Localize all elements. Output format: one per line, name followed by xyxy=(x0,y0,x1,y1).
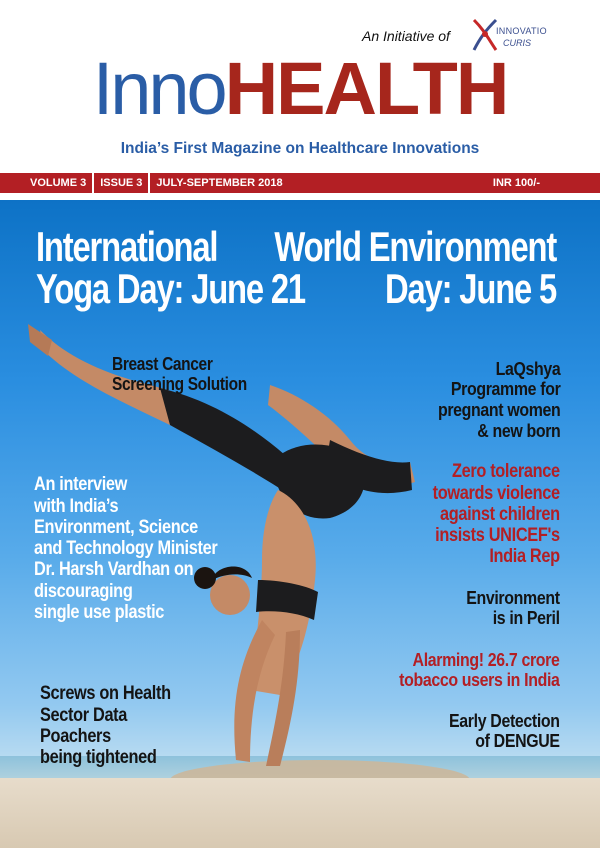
story-data-poachers xyxy=(40,662,192,768)
story-unicef-text: Zero tolerance towards violence against children insists UNICEF's India Rep xyxy=(432,461,560,568)
issue-bar xyxy=(0,173,600,193)
story-tobacco xyxy=(373,629,560,691)
magazine-title xyxy=(0,47,600,130)
story-environment-peril xyxy=(451,567,560,629)
story-breast-cancer xyxy=(112,334,269,394)
headline-environment-day: World Environment Day: June 5 xyxy=(274,223,556,312)
issue-number: ISSUE 3 xyxy=(94,173,150,193)
story-laqshya xyxy=(418,338,560,442)
story-minister-interview xyxy=(34,453,247,623)
story-minister-interview-text: An interview with India’s Environment, Science and Technology Minister Dr. Harsh Vardhan on discouraging single use plastic xyxy=(34,474,218,623)
cover-photo xyxy=(0,200,600,848)
story-environment-peril-text: Environment is in Peril xyxy=(466,586,560,629)
partner-name-line1: INNOVATIO xyxy=(496,26,547,36)
tagline: India’s First Magazine on Healthcare Innovations xyxy=(120,140,480,157)
issue-period: JULY-SEPTEMBER 2018 xyxy=(156,177,283,189)
issue-price: INR 100/- xyxy=(492,177,540,189)
headline-yoga-day: International Yoga Day: June 21 xyxy=(36,223,305,312)
story-tobacco-text: Alarming! 26.7 crore tobacco users in India xyxy=(399,648,560,691)
story-unicef xyxy=(412,440,560,568)
initiative-label: An Initiative of xyxy=(362,28,450,44)
story-breast-cancer-text: Breast Cancer Screening Solution xyxy=(112,354,247,395)
brand-health: HEALTH xyxy=(224,47,508,130)
story-dengue-text: Early Detection of DENGUE xyxy=(449,709,560,752)
brand-inno: Inno xyxy=(92,47,225,130)
issue-volume: VOLUME 3 xyxy=(0,173,94,193)
story-laqshya-text: LaQshya Programme for pregnant women & new born xyxy=(437,357,560,441)
partner-name-line2: CURIS xyxy=(503,38,532,48)
initiative-line xyxy=(0,28,600,48)
story-dengue xyxy=(431,690,560,752)
story-data-poachers-text: Screws on Health Sector Data Poachers being tightened xyxy=(40,683,171,769)
